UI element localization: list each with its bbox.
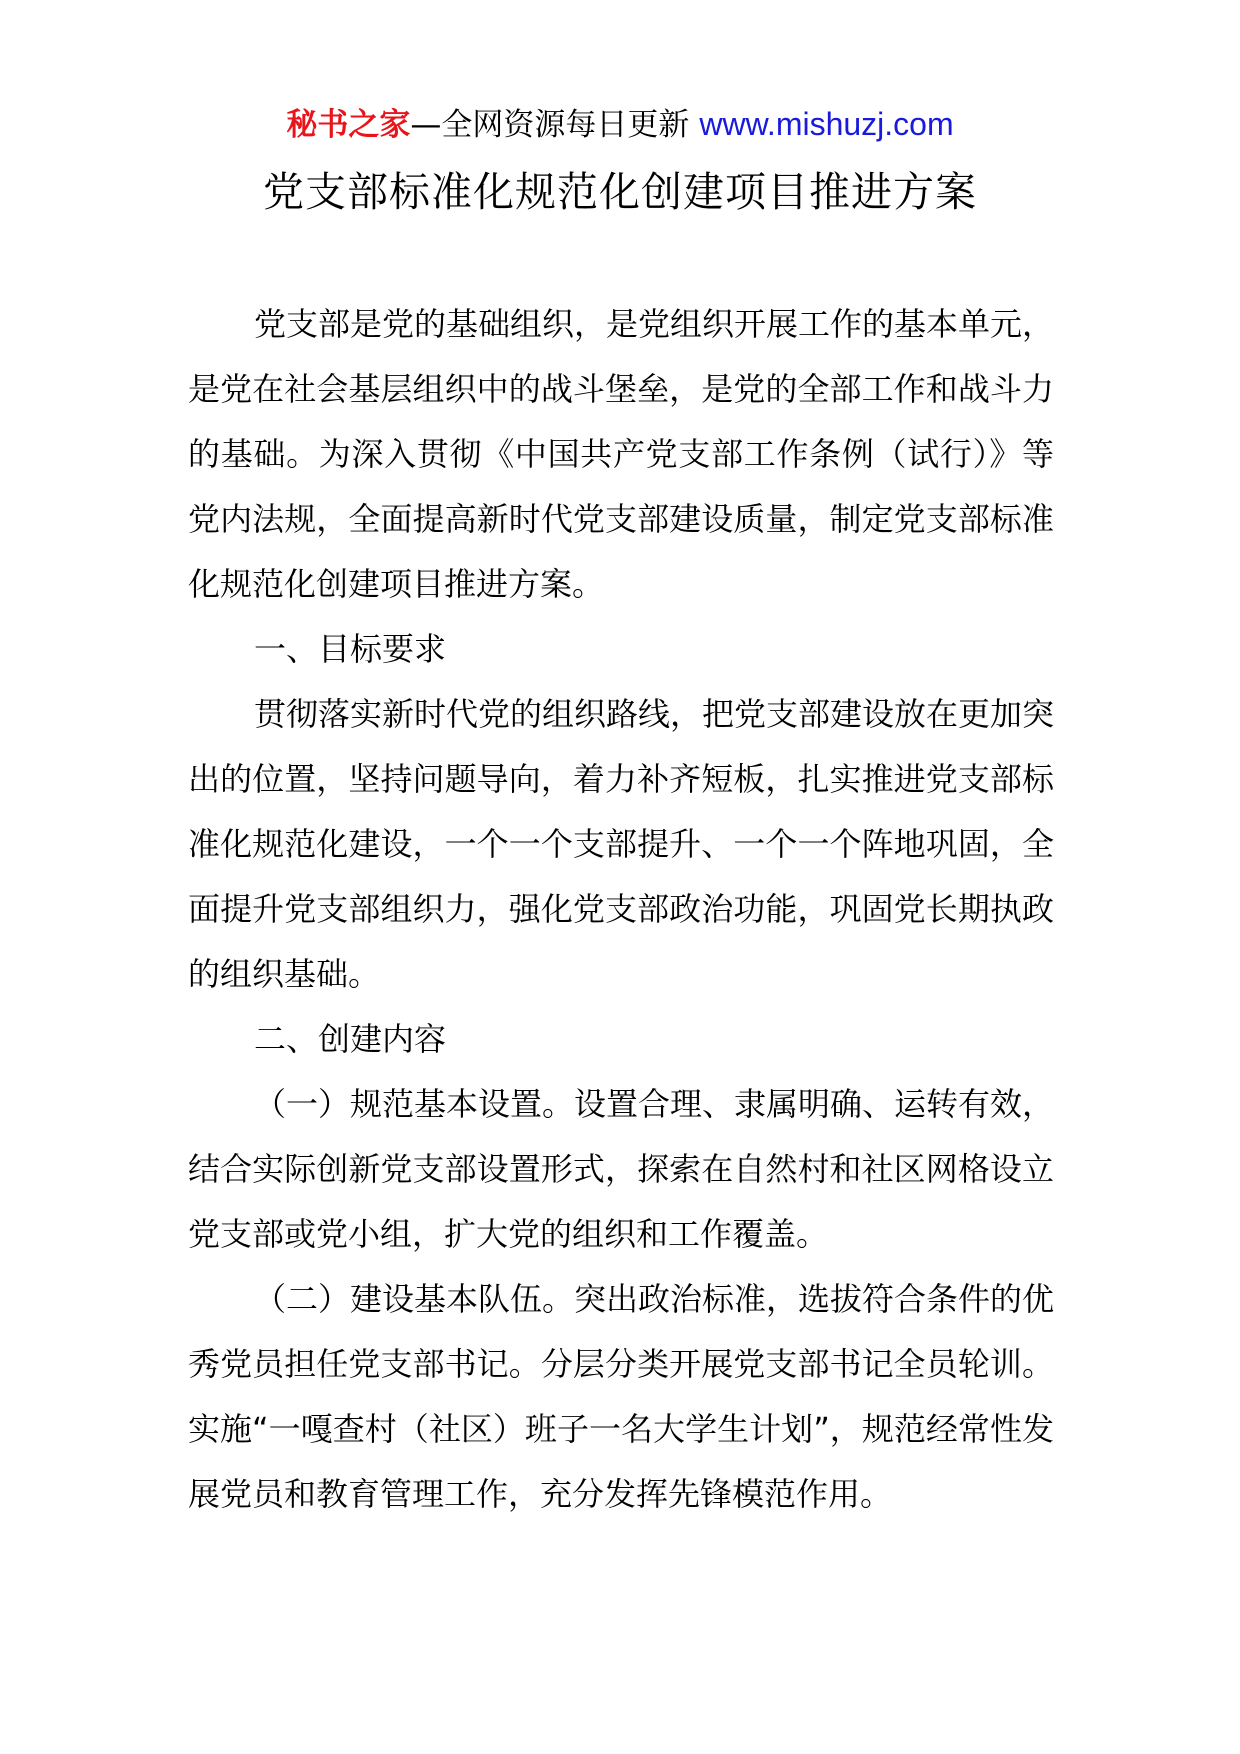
- section-heading-content: 二、创建内容: [254, 1020, 447, 1058]
- banner-slogan: —全网资源每日更新: [410, 107, 690, 143]
- brand-name: 秘书之家: [286, 107, 411, 143]
- site-banner: [0, 102, 1240, 147]
- section-heading-goals: 一、目标要求: [254, 630, 447, 668]
- content-item-1: （一）规范基本设置。设置合理、隶属明确、运转有效，结合实际创新党支部设置形式，探索在自然村和社区网格设立党支部或党小组，扩大党的组织和工作覆盖。: [188, 1085, 1055, 1253]
- document-title: 党支部标准化规范化创建项目推进方案: [263, 168, 977, 216]
- content-item-2: （二）建设基本队伍。突出政治标准，选拔符合条件的优秀党员担任党支部书记。分层分类开展党支部书记全员轮训。实施“一嘎查村（社区）班子一名大学生计划”，规范经常性发展党员和教育管理工作，充分发挥先锋模范作用。: [188, 1280, 1055, 1513]
- goals-paragraph: 贯彻落实新时代党的组织路线，把党支部建设放在更加突出的位置，坚持问题导向，着力补齐短板，扎实推进党支部标准化规范化建设，一个一个支部提升、一个一个阵地巩固，全面提升党支部组织力，强化党支部政治功能，巩固党长期执政的组织基础。: [188, 695, 1055, 993]
- document-body: [188, 292, 1054, 1527]
- site-url-link[interactable]: www.mishuzj.com: [699, 106, 954, 142]
- intro-paragraph: 党支部是党的基础组织，是党组织开展工作的基本单元，是党在社会基层组织中的战斗堡垒，是党的全部工作和战斗力的基础。为深入贯彻《中国共产党支部工作条例（试行）》等党内法规，全面提高新时代党支部建设质量，制定党支部标准化规范化创建项目推进方案。: [188, 305, 1055, 603]
